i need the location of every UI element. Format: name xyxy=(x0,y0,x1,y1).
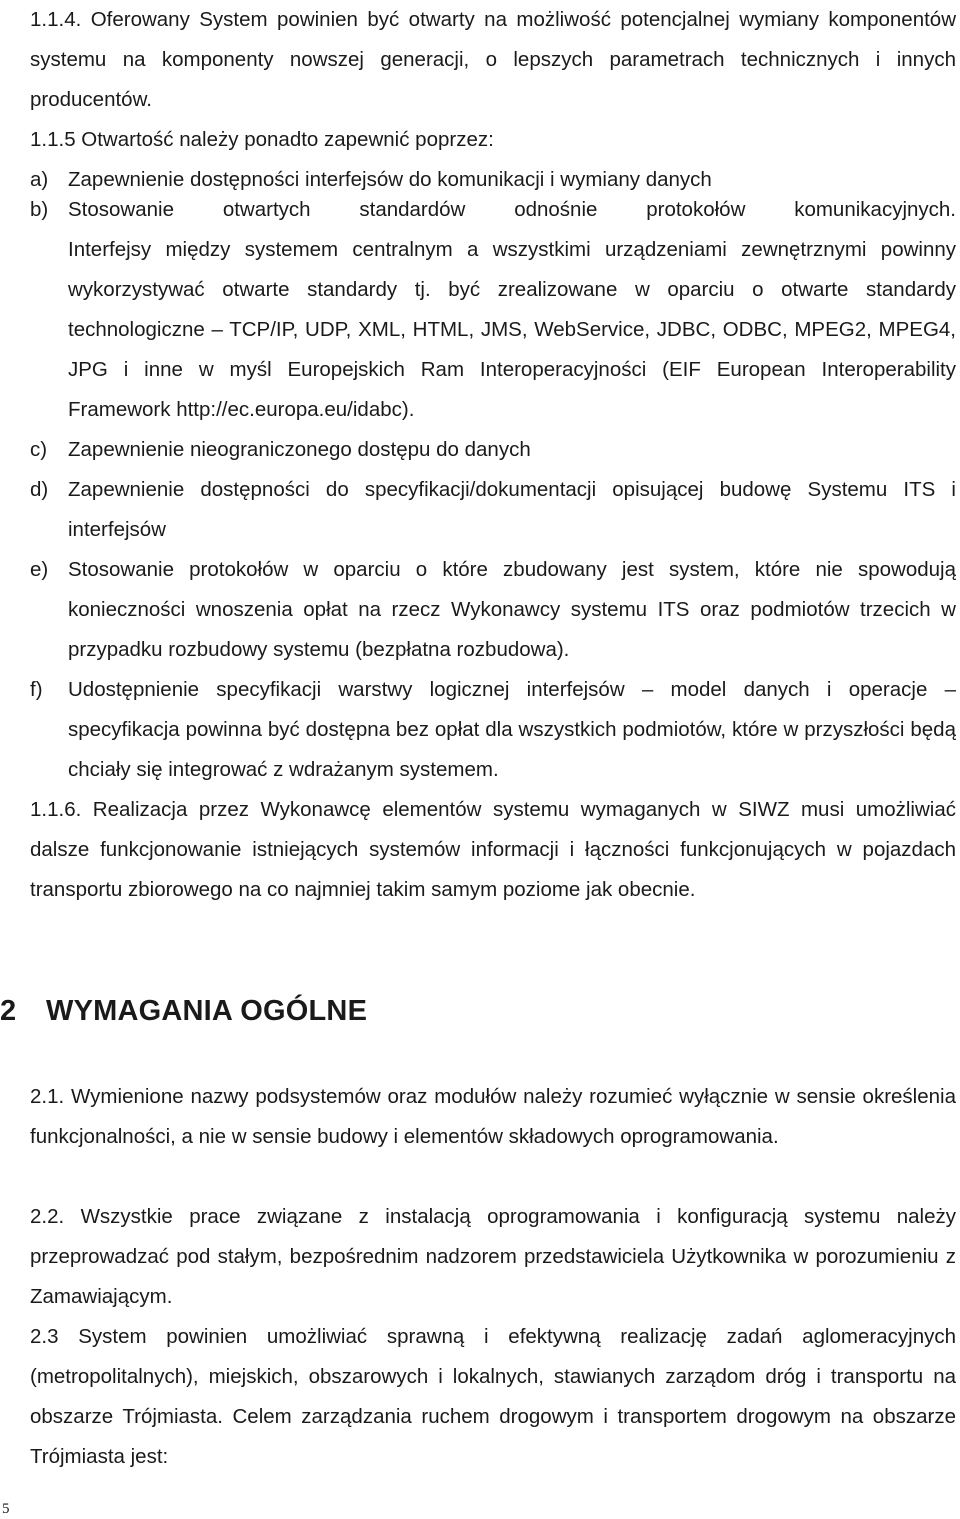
list-item-label: e) xyxy=(30,558,49,581)
section-title: WYMAGANIA OGÓLNE xyxy=(46,995,368,1027)
list-item-label: b) xyxy=(30,198,49,221)
paragraph-1-1-4: 1.1.4. Oferowany System powinien być otwarty na możliwość potencjalnej wymiany komponentów systemu na komponenty nowszej generacji, o lepszych parametrach technicznych i innych producentów. xyxy=(30,8,956,111)
paragraph-2-3: 2.3 System powinien umożliwiać sprawną i efektywną realizację zadań aglomeracyjnych (metropolitalnych), miejskich, obszarowych i lokalnych, stawianych zarządom dróg i transportu na obszarze Trójmiasta. Celem zarządzania ruchem drogowym i transportem drogowym na obszarze Trójmiasta jest: xyxy=(30,1325,956,1468)
list-item-text: Zapewnienie dostępności interfejsów do komunikacji i wymiany danych xyxy=(68,168,712,191)
list-item-text: Udostępnienie specyfikacji warstwy logicznej interfejsów – model danych i operacje – specyfikacja powinna być dostępna bez opłat dla wszystkich podmiotów, które w przyszłości będą chciały się integrować z wdrażanym systemem. xyxy=(68,678,956,781)
list-item-label: d) xyxy=(30,478,49,501)
paragraph-1-1-5: 1.1.5 Otwartość należy ponadto zapewnić poprzez: xyxy=(30,128,494,151)
paragraph-1-1-6: 1.1.6. Realizacja przez Wykonawcę elementów systemu wymaganych w SIWZ musi umożliwiać dalsze funkcjonowanie istniejących systemów informacji i łączności funkcjonujących w pojazdach transportu zbiorowego na co najmniej takim samym poziome jak obecnie. xyxy=(30,798,956,901)
paragraph-2-1: 2.1. Wymienione nazwy podsystemów oraz modułów należy rozumieć wyłącznie w sensie określenia funkcjonalności, a nie w sensie budowy i elementów składowych oprogramowania. xyxy=(30,1085,956,1148)
section-number: 2 xyxy=(0,995,17,1027)
list-item-text: Zapewnienie nieograniczonego dostępu do danych xyxy=(68,438,531,461)
list-item-label: c) xyxy=(30,438,48,461)
list-item-text: Zapewnienie dostępności do specyfikacji/dokumentacji opisującej budowę Systemu ITS i interfejsów xyxy=(68,478,956,541)
list-item-label: a) xyxy=(30,168,49,191)
list-item-text: Stosowanie otwartych standardów odnośnie protokołów komunikacyjnych. xyxy=(68,198,956,221)
paragraph-2-2: 2.2. Wszystkie prace związane z instalacją oprogramowania i konfiguracją systemu należy przeprowadzać pod stałym, bezpośrednim nadzorem przedstawiciela Użytkownika w porozumieniu z Zamawiającym. xyxy=(30,1205,956,1308)
interfaces-note: Interfejsy między systemem centralnym a wszystkimi urządzeniami zewnętrznymi powinny wykorzystywać otwarte standardy tj. być zrealizowane w oparciu o otwarte standardy technologiczne – TCP/IP, UDP, XML, HTML, JMS, WebService, JDBC, ODBC, MPEG2, MPEG4, JPG i inne w myśl Europejskich Ram Interoperacyjności (EIF European Interoperability Framework http://ec.europa.eu/idabc). xyxy=(68,238,956,421)
list-item-text: Stosowanie protokołów w oparciu o które zbudowany jest system, które nie spowodują konieczności wnoszenia opłat na rzecz Wykonawcy systemu ITS oraz podmiotów trzecich w przypadku rozbudowy systemu (bezpłatna rozbudowa). xyxy=(68,558,956,661)
section-heading xyxy=(0,991,367,1031)
list-item-label: f) xyxy=(30,678,43,701)
page-number: 5 xyxy=(2,1501,10,1517)
